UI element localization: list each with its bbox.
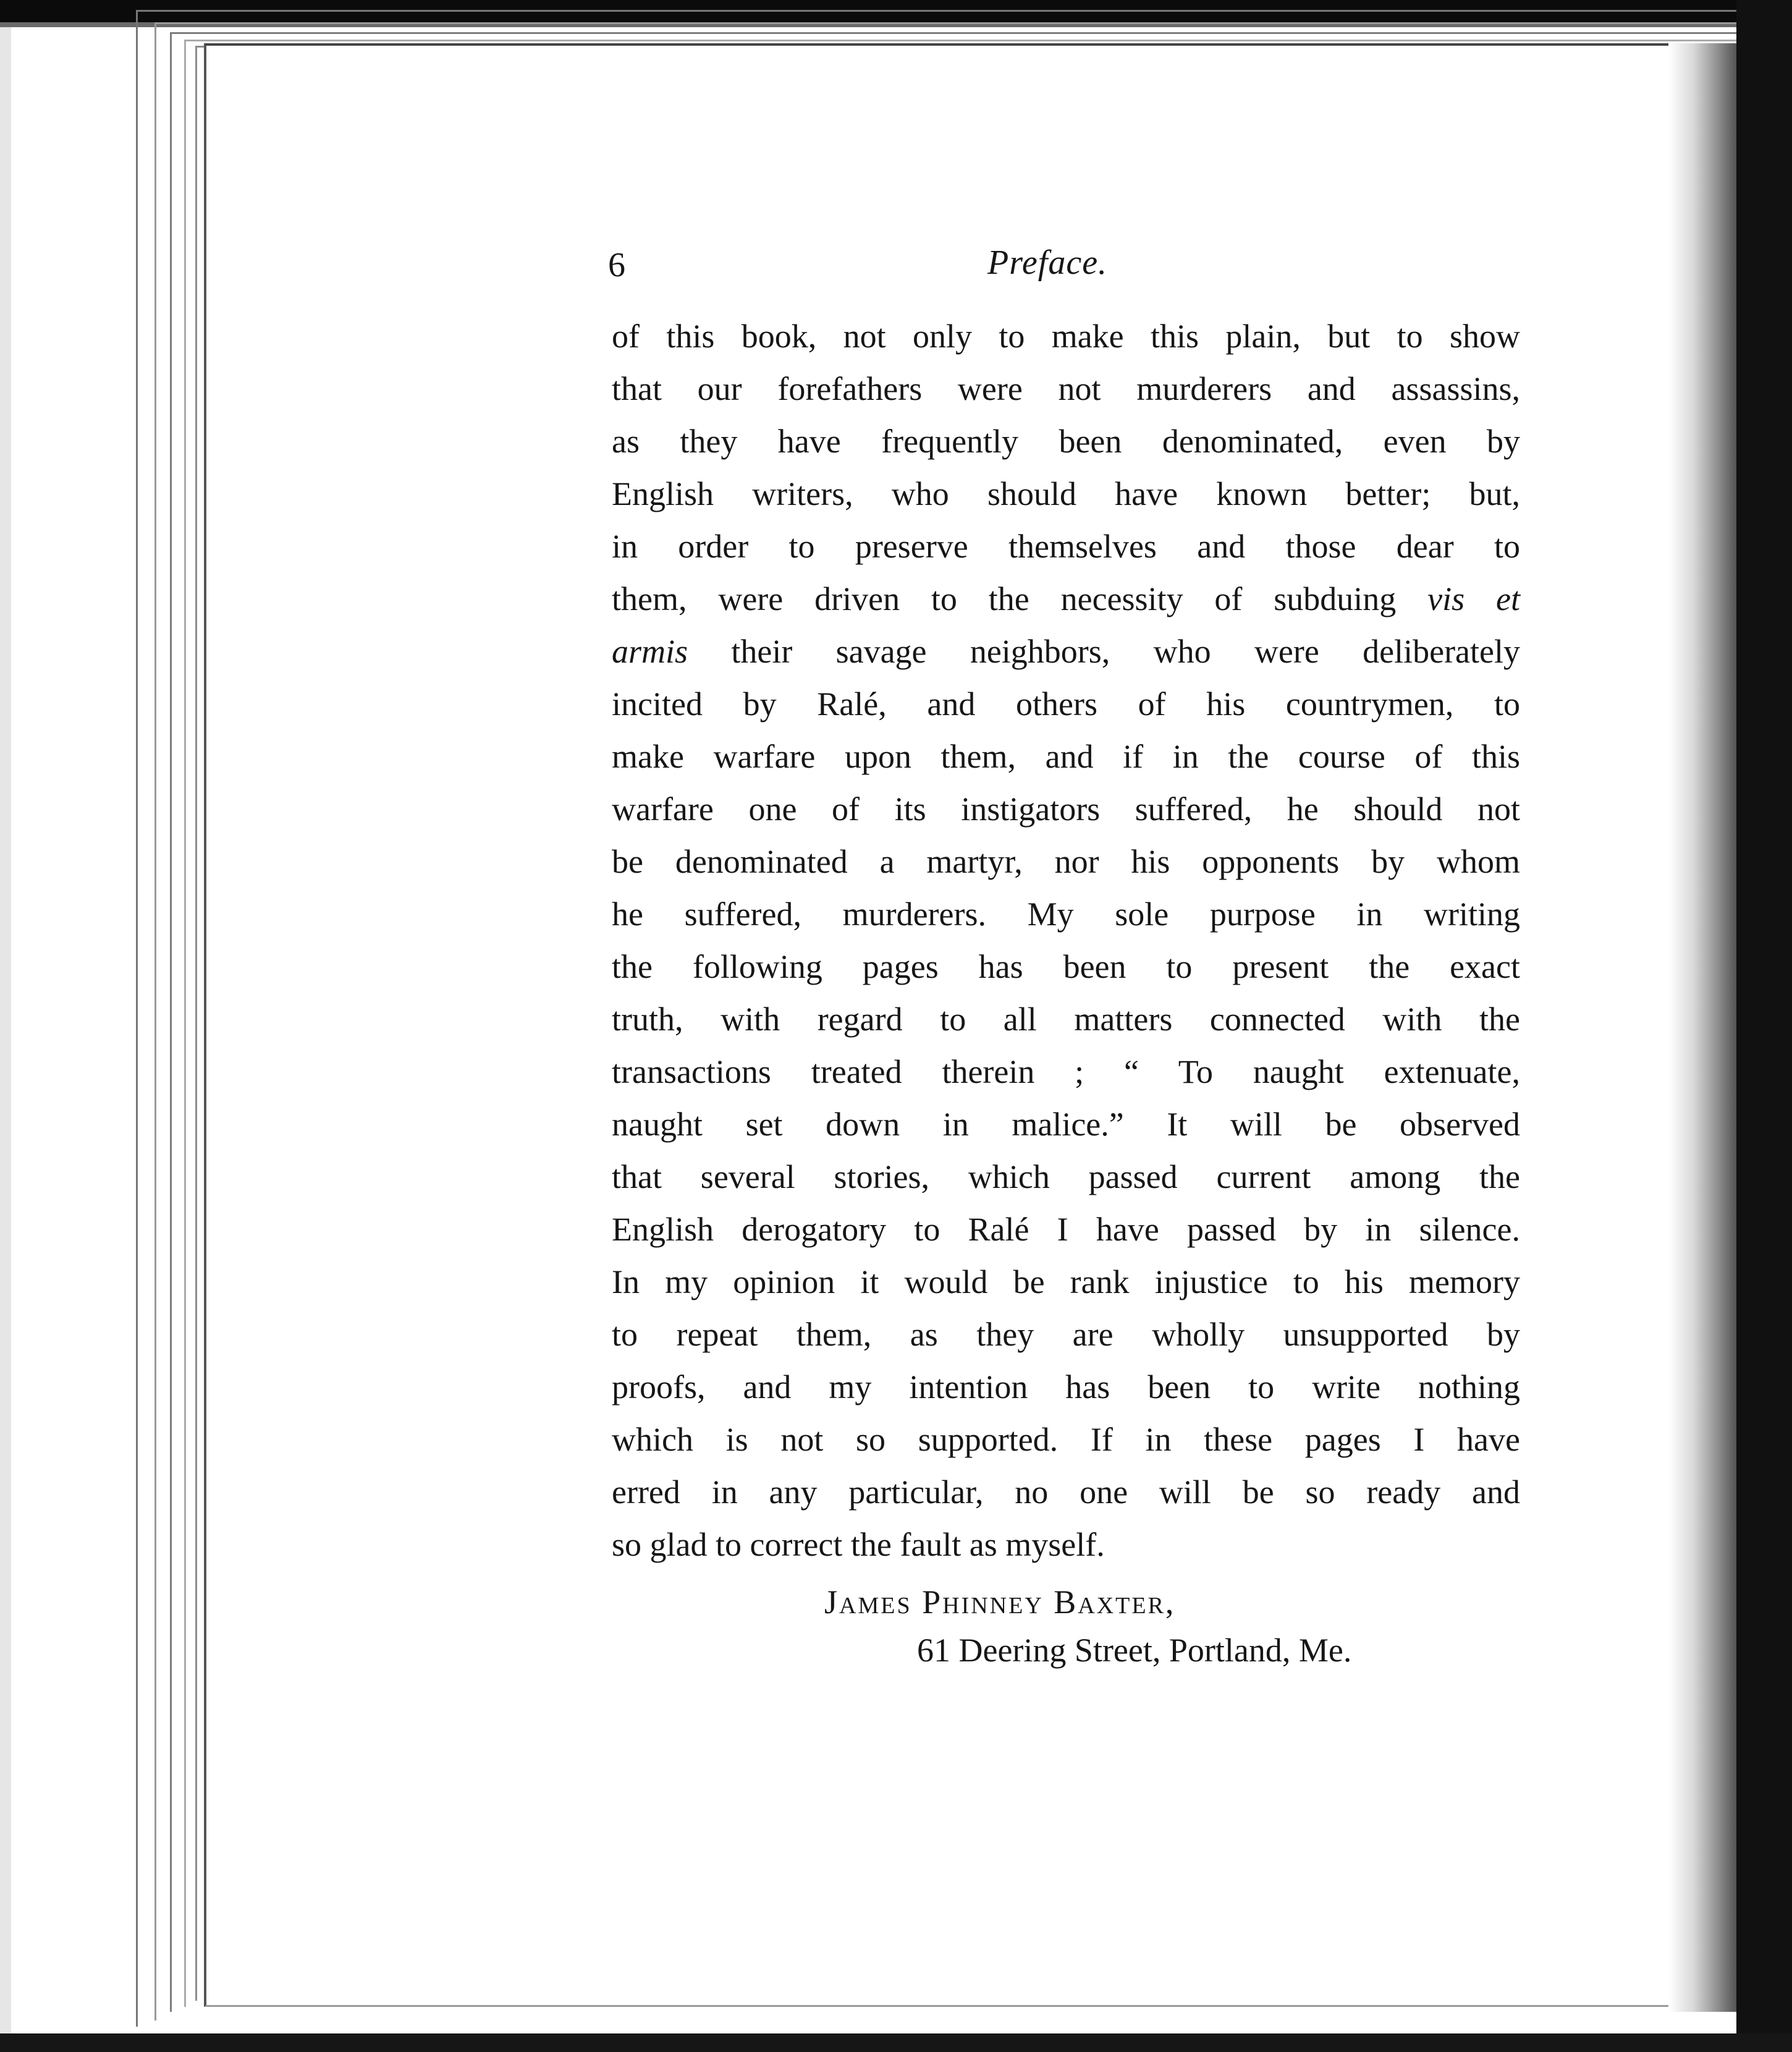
text-line: he suffered, murderers. My sole purpose in writing bbox=[612, 896, 1520, 933]
preface-body bbox=[612, 310, 1520, 1571]
scan-left-margin bbox=[0, 0, 11, 2052]
italic-phrase: armis bbox=[612, 633, 688, 670]
text-line: erred in any particular, no one will be so ready and bbox=[612, 1473, 1520, 1511]
text-line: truth, with regard to all matters connected with the bbox=[612, 1001, 1520, 1038]
text-line: warfare one of its instigators suffered, he should not bbox=[612, 791, 1520, 828]
signature-name: James Phinney Baxter, bbox=[824, 1584, 1176, 1621]
text-segment: their savage neighbors, who were deliberately bbox=[731, 633, 1520, 670]
text-line: the following pages has been to present the exact bbox=[612, 948, 1520, 985]
scan-right-border bbox=[1736, 0, 1792, 2052]
italic-phrase: vis et bbox=[1427, 580, 1520, 617]
text-line: In my opinion it would be rank injustice to his memory bbox=[612, 1263, 1520, 1300]
text-line: as they have frequently been denominated, even by bbox=[612, 423, 1520, 460]
running-title: Preface. bbox=[987, 244, 1108, 282]
text-line: of this book, not only to make this plain, but to show bbox=[612, 318, 1520, 355]
gutter-shadow bbox=[1668, 43, 1739, 2012]
text-line: make warfare upon them, and if in the course of this bbox=[612, 738, 1520, 775]
text-line bbox=[612, 625, 1520, 678]
text-line: in order to preserve themselves and those dear to bbox=[612, 528, 1520, 565]
text-line: proofs, and my intention has been to write nothing bbox=[612, 1368, 1520, 1405]
scan-bottom-border bbox=[0, 2033, 1792, 2052]
text-line: which is not so supported. If in these pages I have bbox=[612, 1421, 1520, 1458]
text-line: that several stories, which passed current among the bbox=[612, 1158, 1520, 1195]
signature-address: 61 Deering Street, Portland, Me. bbox=[917, 1632, 1352, 1669]
text-segment: them, were driven to the necessity of subduing bbox=[612, 580, 1397, 617]
text-line: that our forefathers were not murderers and assassins, bbox=[612, 370, 1520, 407]
text-line: English derogatory to Ralé I have passed by in silence. bbox=[612, 1211, 1520, 1248]
text-line: to repeat them, as they are wholly unsupported by bbox=[612, 1316, 1520, 1353]
text-line: incited by Ralé, and others of his countrymen, to bbox=[612, 685, 1520, 723]
text-line: English writers, who should have known better; but, bbox=[612, 475, 1520, 512]
text-line: naught set down in malice.” It will be observed bbox=[612, 1106, 1520, 1143]
page-number: 6 bbox=[608, 246, 625, 284]
text-line: so glad to correct the fault as myself. bbox=[612, 1526, 1105, 1563]
text-line: be denominated a martyr, nor his opponents by whom bbox=[612, 843, 1520, 880]
text-line: transactions treated therein ; “ To naught extenuate, bbox=[612, 1053, 1520, 1090]
text-line bbox=[612, 573, 1520, 625]
